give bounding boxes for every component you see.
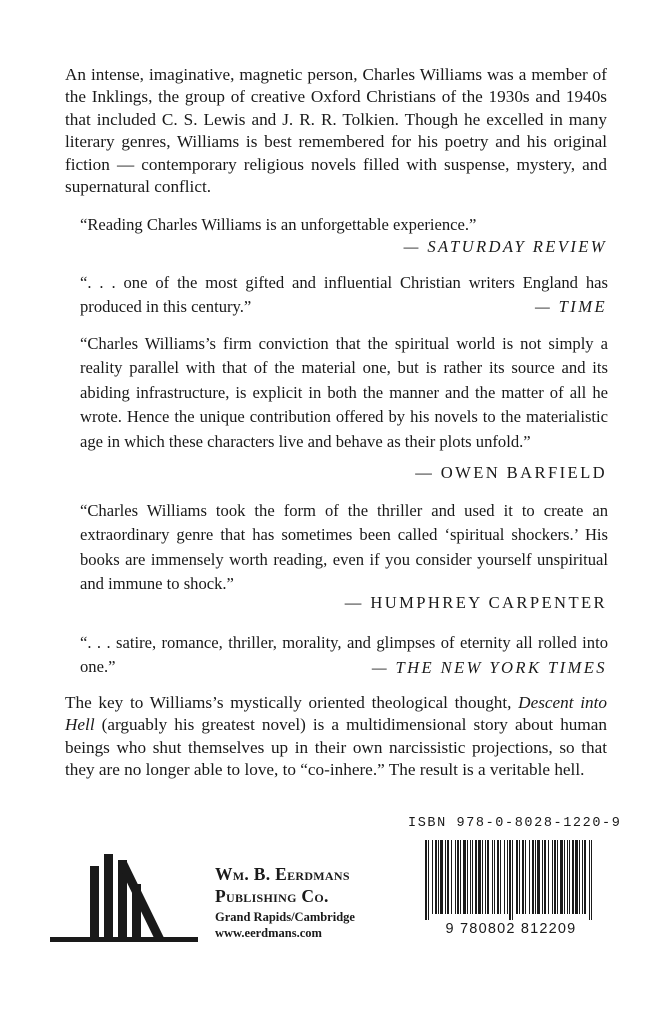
barcode-bar — [584, 840, 586, 914]
barcode-bar — [478, 840, 481, 914]
barcode-bar — [455, 840, 456, 914]
barcode-bar — [425, 840, 427, 920]
quote-4 — [80, 499, 608, 597]
barcode-bar — [500, 840, 501, 914]
barcode-bar — [460, 840, 461, 914]
quote-2-source: — TIME — [534, 297, 607, 316]
barcode-bar — [445, 840, 446, 914]
barcode-bar — [457, 840, 459, 914]
barcode-bar — [519, 840, 520, 914]
barcode-number: 9 780802 812209 — [445, 921, 577, 937]
barcode-bar — [522, 840, 524, 914]
barcode-bar — [494, 840, 495, 914]
outro-after: (arguably his greatest novel) is a multidimensional story about human beings who shut themselves up in their own narcissistic projections, so that they are no longer able to love, to “co-inhere.” The result is a veritable hell. — [65, 715, 607, 780]
eerdmans-books-logo-icon — [50, 852, 198, 942]
barcode-bar — [428, 840, 429, 920]
barcode-bar — [554, 840, 556, 914]
barcode-bar — [504, 840, 505, 914]
barcode-bar — [435, 840, 437, 914]
quote-4-text: “Charles Williams took the form of the thriller and used it to create an extraordinary genre that has sometimes been called ‘spiritual shockers.’ His books are immensely worth reading, even if you consider yourself unspiritual and immune to shock.” — [80, 501, 608, 594]
barcode-bar — [470, 840, 471, 914]
quote-3 — [80, 332, 608, 454]
outro-before: The key to Williams’s mystically oriented theological thought, — [65, 693, 519, 712]
barcode-bar — [475, 840, 477, 914]
barcode-bar — [548, 840, 549, 914]
barcode-bar — [440, 840, 443, 914]
barcode-bar — [512, 840, 513, 920]
quote-1 — [80, 213, 608, 237]
barcode-bar — [532, 840, 534, 914]
barcode-bar — [497, 840, 499, 914]
book-title: Descent into Hell — [65, 693, 607, 735]
barcode-bar — [542, 840, 543, 914]
quote-4-source: — HUMPHREY CARPENTER — [344, 593, 607, 612]
barcode-bar — [485, 840, 486, 914]
barcode-bar — [564, 840, 565, 914]
publisher-name: Wm. B. Eerdmans — [215, 864, 350, 884]
barcode-bar — [432, 840, 433, 914]
barcode-bar — [516, 840, 518, 914]
barcode-bar — [537, 840, 540, 914]
barcode-bar — [579, 840, 580, 914]
quote-3-text: “Charles Williams’s firm conviction that the spiritual world is not simply a reality parallel with that of the material one, but is rather its source and its abiding infrastructure, is explicit in both the manner and the matter of all he wrote. Hence the unique contribution offered by his novels to the materialistic age in which these characters live and behave as their plots unfold.” — [80, 334, 608, 451]
barcode-bar — [557, 840, 558, 914]
barcode-bar — [482, 840, 483, 914]
barcode-bar — [591, 840, 592, 920]
barcode-bar — [572, 840, 574, 914]
publisher-city: Grand Rapids/Cambridge — [215, 910, 355, 924]
barcode-bar — [525, 840, 526, 914]
barcode-bar — [575, 840, 578, 914]
intro-paragraph: An intense, imaginative, magnetic person, Charles Williams was a member of the Inklings, the group of creative Oxford Christians of the 1930s and 1940s that included C. S. Lewis and J. R. R. Tolkien. Though he excelled in many literary genres, Williams is best remembered for his poetry and his original fiction — contemporary religious novels filled with suspense, mystery, and supernatural conflict. — [65, 65, 607, 197]
quote-1-source: — SATURDAY REVIEW — [403, 237, 607, 256]
publisher-website: www.eerdmans.com — [215, 926, 322, 940]
barcode-bar — [487, 840, 489, 914]
quote-2 — [80, 271, 608, 320]
quote-2-text: “. . . one of the most gifted and influential Christian writers England has produced in this century.” — [80, 273, 608, 317]
quote-1-text: “Reading Charles Williams is an unforgettable experience.” — [80, 215, 477, 234]
quote-5-source: — THE NEW YORK TIMES — [371, 658, 607, 677]
barcode-bar — [569, 840, 570, 914]
barcode-bar — [492, 840, 493, 914]
barcode-bar — [582, 840, 583, 914]
barcode-bar — [447, 840, 449, 914]
quote-3-source: — OWEN BARFIELD — [415, 463, 607, 482]
barcode-bar — [567, 840, 568, 914]
barcode-bar — [451, 840, 452, 914]
quote-5-text: “. . . satire, romance, thriller, morality, and glimpses of eternity all rolled into one.” — [80, 633, 608, 677]
barcode-icon — [425, 840, 595, 920]
barcode-bar — [463, 840, 466, 914]
barcode-bar — [438, 840, 439, 914]
barcode-bar — [560, 840, 563, 914]
publisher-company: Publishing Co. — [215, 886, 329, 906]
barcode-bar — [535, 840, 536, 914]
outro-paragraph — [65, 692, 607, 782]
barcode-bar — [509, 840, 511, 920]
barcode-bar — [589, 840, 590, 920]
barcode-bar — [472, 840, 473, 914]
isbn-label: ISBN 978-0-8028-1220-9 — [408, 816, 622, 831]
barcode-bar — [544, 840, 546, 914]
barcode-bar — [529, 840, 530, 914]
barcode-bar — [552, 840, 553, 914]
barcode-bar — [507, 840, 508, 914]
barcode-bar — [467, 840, 468, 914]
